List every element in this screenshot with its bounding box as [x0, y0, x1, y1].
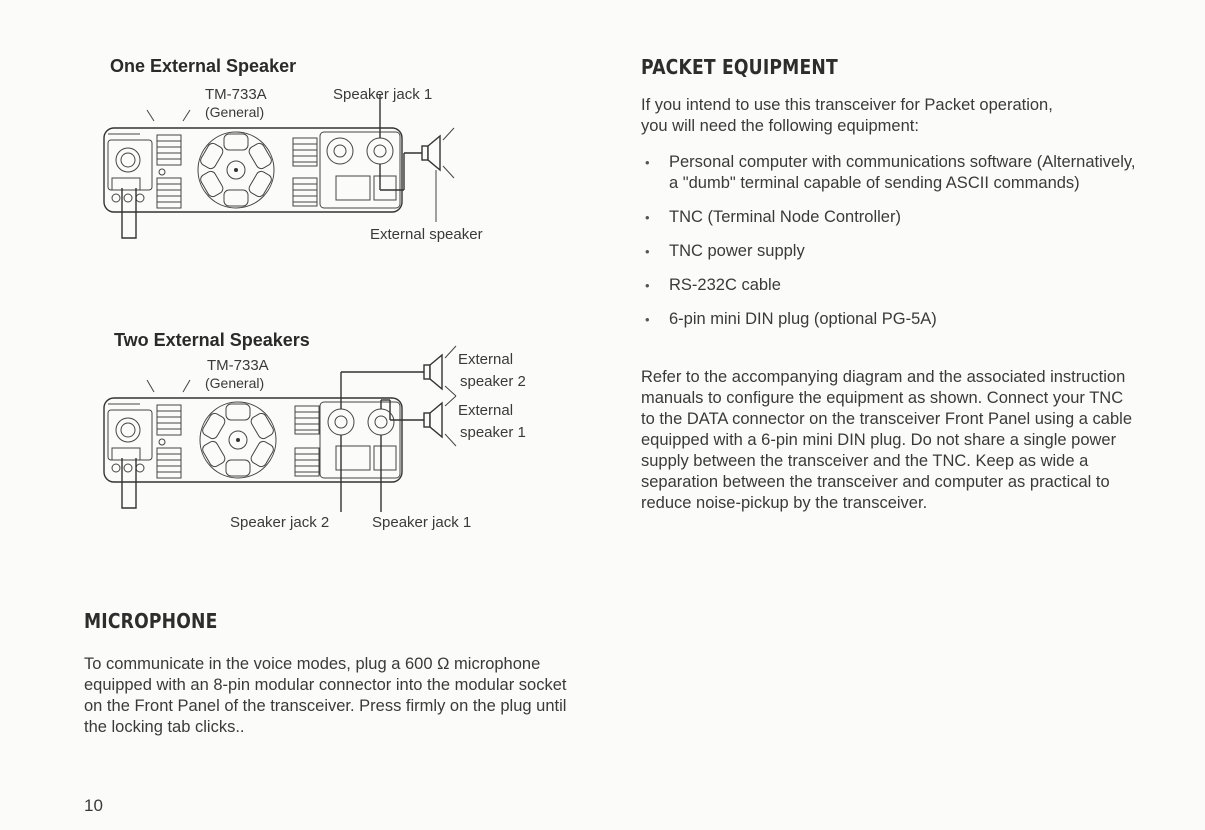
figure-one-model-label: TM-733A: [205, 86, 267, 103]
figure-two-speaker2-line2: speaker 2: [460, 373, 526, 390]
microphone-body: To communicate in the voice modes, plug a 600 Ω microphone equipped with an 8-pin modular connector into the modular socket on the Front Panel of the transceiver. Press firmly on the plug until the locking tab clicks..: [84, 655, 567, 736]
list-item: • 6-pin mini DIN plug (optional PG-5A): [641, 309, 1141, 330]
transceiver-body-2: [104, 398, 402, 482]
figure-two-model-sub-label: (General): [205, 375, 265, 391]
figure-two-jack1-label: Speaker jack 1: [372, 514, 472, 531]
list-item: • TNC (Terminal Node Controller): [641, 207, 1141, 228]
packet-intro: If you intend to use this transceiver for Packet operation, you will need the following equipment:: [641, 96, 1053, 135]
figure-one-title: One External Speaker: [110, 56, 297, 76]
page-number: 10: [84, 796, 103, 815]
microphone-heading: MICROPHONE: [84, 609, 218, 633]
figure-one-model-sub-label: (General): [205, 104, 265, 120]
figure-two-model-label: TM-733A: [207, 357, 269, 374]
figure-two-speaker1-line1: External: [458, 402, 514, 419]
figure-one-jack-label: Speaker jack 1: [333, 86, 433, 103]
list-item: • RS-232C cable: [641, 275, 1141, 296]
external-speaker-2-icon: [424, 346, 456, 396]
list-item: • TNC power supply: [641, 241, 1141, 262]
packet-body: Refer to the accompanying diagram and the associated instruction manuals to configure the equipment as shown. Connect your TNC to the DATA connector on the transceiver Front Panel using a cable equipped with a 6-pin mini DIN plug. Do not share a single power supply between the transceiver and the TNC. Keep as wide a separation between the transceiver and computer as practical to reduce noise-pickup by the transceiver.: [641, 368, 1132, 512]
figure-two-speaker1-line2: speaker 1: [460, 424, 526, 441]
figure-two-speaker2-line1: External: [458, 351, 514, 368]
external-speaker-1-icon: [424, 396, 456, 446]
figure-two-title: Two External Speakers: [114, 330, 310, 350]
figure-one-speaker-label: External speaker: [370, 226, 483, 243]
packet-heading: PACKET EQUIPMENT: [641, 55, 838, 79]
packet-equipment-list: [641, 152, 1141, 330]
figure-two-jack2-label: Speaker jack 2: [230, 514, 330, 531]
list-item: • Personal computer with communications software (Alternatively, a "dumb" terminal capable of sending ASCII commands): [641, 152, 1141, 194]
